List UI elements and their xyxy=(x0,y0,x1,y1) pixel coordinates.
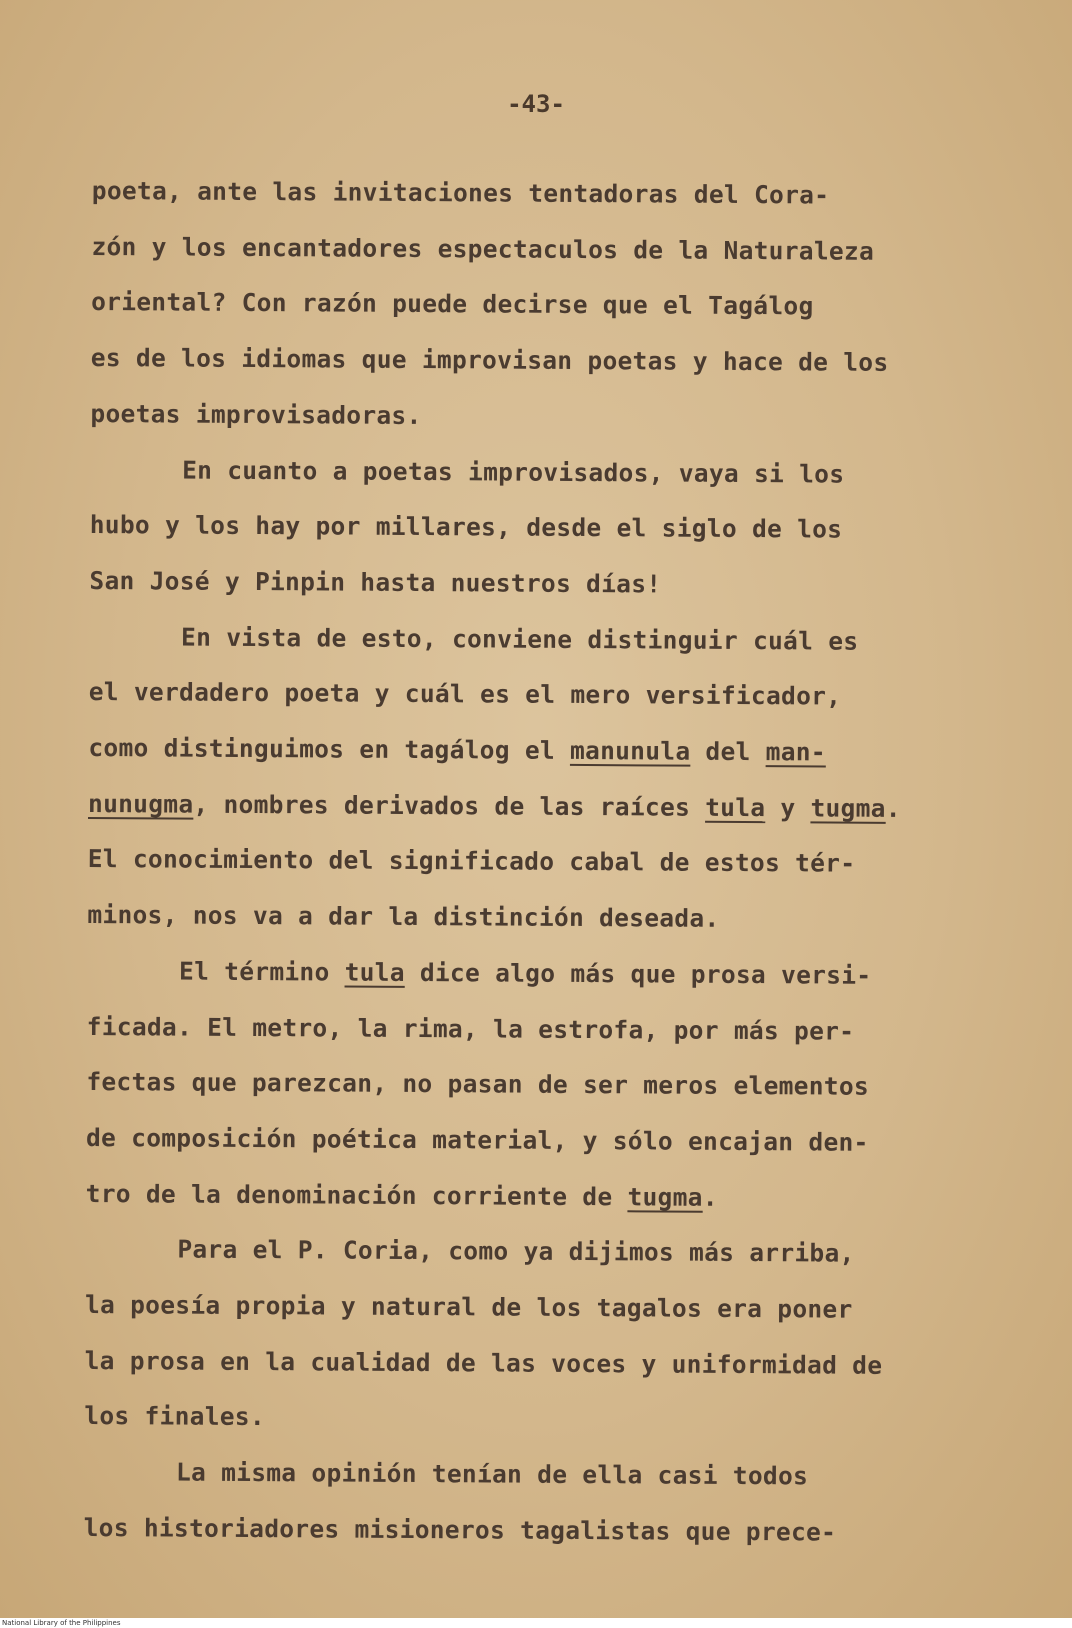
text-line: ficada. El metro, la rima, la estrofa, por más per- xyxy=(86,1011,855,1046)
text-line: Para el P. Coria, como ya dijimos más arriba, xyxy=(177,1234,855,1269)
body-text xyxy=(83,163,991,1561)
text-line: oriental? Con razón puede decirse que el Tagálog xyxy=(91,287,814,321)
page-number: -43- xyxy=(507,90,565,118)
text-line: fectas que parezcan, no pasan de ser meros elementos xyxy=(86,1067,870,1102)
footer-bar xyxy=(0,1618,1072,1628)
text-line xyxy=(88,720,988,781)
text-line: los historiadores misioneros tagalistas que prece- xyxy=(83,1512,837,1547)
text-line: En vista de esto, conviene distinguir cuál es xyxy=(181,622,859,656)
text-line xyxy=(86,1166,986,1227)
text-line: El conocimiento del significado cabal de estos tér- xyxy=(87,844,856,879)
text-line: los finales. xyxy=(84,1401,266,1432)
text-line: la poesía propia y natural de los tagalos era poner xyxy=(84,1290,853,1324)
text-line: zón y los encantadores espectaculos de la Naturaleza xyxy=(91,231,875,266)
text-line: En cuanto a poetas improvisados, vaya si los xyxy=(182,455,845,489)
underlined-term: manunula xyxy=(569,735,691,766)
text-segment: . xyxy=(702,1182,718,1212)
text-line: de composición poética material, y sólo encajan den- xyxy=(85,1122,869,1157)
text-line: minos, nos va a dar la distinción deseada. xyxy=(87,900,720,933)
underlined-term: tugma xyxy=(810,793,886,823)
text-line: hubo y los hay por millares, desde el siglo de los xyxy=(89,510,843,544)
text-segment: El término xyxy=(178,956,345,987)
text-segment: del xyxy=(690,736,766,767)
underlined-term: nunugma xyxy=(88,788,194,819)
underlined-term: tula xyxy=(344,957,405,987)
text-line: San José y Pinpin hasta nuestros días! xyxy=(89,565,662,599)
text-line xyxy=(87,943,987,1004)
text-segment: . xyxy=(885,793,901,823)
text-line: el verdadero poeta y cuál es el mero versificador, xyxy=(88,677,842,711)
text-segment: dice algo más que prosa versi- xyxy=(404,957,872,990)
footer-credit: National Library of the Philippines xyxy=(2,1619,121,1627)
underlined-term: man- xyxy=(765,737,826,767)
text-segment: como distinguimos en tagálog el xyxy=(88,733,571,765)
text-segment: , nombres derivados de las raíces xyxy=(193,789,706,822)
text-segment: tro de la denominación corriente de xyxy=(85,1178,628,1211)
text-line xyxy=(88,776,988,837)
text-line: poetas improvisadoras. xyxy=(90,398,422,430)
text-line: poeta, ante las invitaciones tentadoras del Cora- xyxy=(91,175,830,210)
text-line: La misma opinión tenían de ella casi todos xyxy=(175,1457,809,1491)
underlined-term: tula xyxy=(705,792,766,822)
text-line: es de los idiomas que improvisan poetas y hace de los xyxy=(90,343,889,377)
text-line: la prosa en la cualidad de las voces y uniformidad de xyxy=(84,1345,883,1380)
underlined-term: tugma xyxy=(627,1181,703,1212)
text-segment: y xyxy=(765,792,811,823)
